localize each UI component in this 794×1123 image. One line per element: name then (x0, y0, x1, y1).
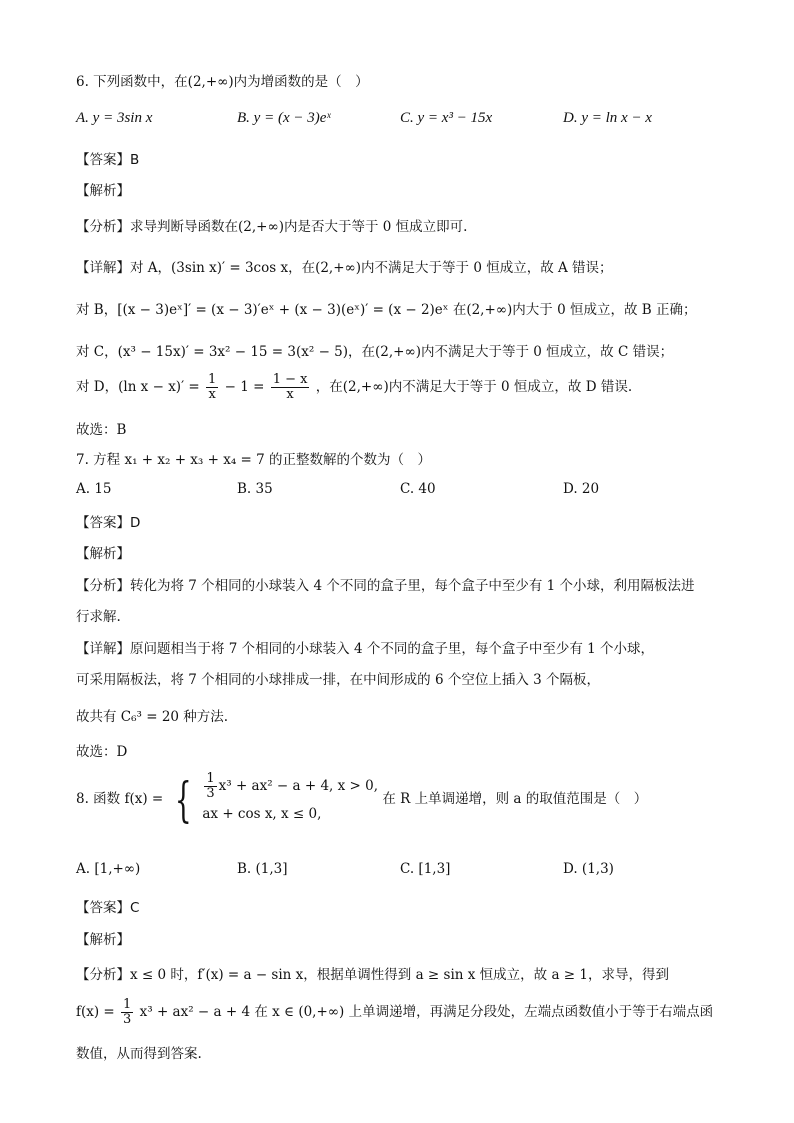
q8-option-b: B. (1,3] (237, 861, 288, 877)
q8-fenxi-1: 【分析】x ≤ 0 时，f′(x) = a − sin x，根据单调性得到 a ≥ sin x 恒成立，故 a ≥ 1，求导，得到 (76, 967, 669, 983)
q8-piecewise-cases (202, 772, 378, 827)
q6-option-b: B. y = (x − 3)eˣ (237, 110, 331, 126)
fraction-numerator: 1 (123, 997, 132, 1012)
q8-piece-1-text: x³ + ax² − a + 4, x > 0, (218, 778, 379, 794)
q6-option-c: C. y = x³ − 15x (400, 110, 493, 126)
fraction-numerator: 1 (208, 372, 217, 387)
q8-fenxi-3: 数值，从而得到答案. (76, 1046, 202, 1062)
q6-fenxi: 【分析】求导判断导函数在(2,+∞)内是否大于等于 0 恒成立即可. (76, 219, 468, 235)
q8-piece-1-fraction (204, 772, 216, 801)
q6-detail-1: 【详解】对 A，(3sin x)′ = 3cos x，在(2,+∞)内不满足大于等于 0 恒成立，故 A 错误； (76, 260, 613, 276)
q6-detail-4 (76, 373, 632, 402)
q8-piece-1 (202, 772, 378, 801)
q8-fenxi-2 (76, 998, 713, 1027)
q7-detail-1: 【详解】原问题相当于将 7 个相同的小球装入 4 个不同的盒子里，每个盒子中至少有 1 个小球， (76, 641, 655, 657)
q7-option-c: C. 40 (400, 481, 436, 497)
q8-fenxi-2-pre: f(x) = (76, 1004, 115, 1020)
q7-option-d: D. 20 (563, 481, 600, 497)
q8-option-a: A. [1,+∞) (76, 861, 141, 877)
q8-stem-pre: 8. 函数 f(x) = (76, 791, 164, 807)
q6-choose: 故选：B (76, 422, 127, 438)
q8-fenxi-2-fraction (121, 998, 133, 1027)
q8-analysis-label: 【解析】 (76, 932, 130, 948)
q8-answer: 【答案】C (76, 900, 140, 916)
q6-detail-4-fraction-2 (271, 373, 310, 402)
q7-fenxi-1: 【分析】转化为将 7 个相同的小球装入 4 个不同的盒子里，每个盒子中至少有 1 个小球，利用隔板法进 (76, 578, 695, 594)
q8-stem (76, 772, 647, 827)
q6-detail-4-post: ，在(2,+∞)内不满足大于等于 0 恒成立，故 D 错误. (315, 379, 633, 395)
fraction-denominator: 3 (206, 786, 215, 801)
fraction-denominator: x (286, 387, 294, 402)
q7-detail-3: 故共有 C₆³ = 20 种方法. (76, 709, 229, 725)
q7-option-b: B. 35 (237, 481, 273, 497)
fraction-denominator: 3 (123, 1012, 132, 1027)
q6-answer: 【答案】B (76, 152, 140, 168)
q6-detail-4-mid: − 1 = (224, 379, 265, 395)
q7-choose: 故选：D (76, 744, 128, 760)
q6-detail-4-fraction-1 (206, 373, 218, 402)
q6-option-d: D. y = ln x − x (563, 110, 652, 126)
fraction-numerator: 1 − x (272, 372, 308, 387)
q6-detail-3: 对 C，(x³ − 15x)′ = 3x² − 15 = 3(x² − 5)，在(2,+∞)内不满足大于等于 0 恒成立，故 C 错误； (76, 344, 674, 360)
q8-option-c: C. [1,3] (400, 861, 451, 877)
q7-stem: 7. 方程 x₁ + x₂ + x₃ + x₄ = 7 的正整数解的个数为（ ） (76, 452, 432, 468)
q7-detail-2: 可采用隔板法，将 7 个相同的小球排成一排，在中间形成的 6 个空位上插入 3 个隔板， (76, 672, 601, 688)
q7-fenxi-2: 行求解. (76, 609, 121, 625)
q8-fenxi-2-post: x³ + ax² − a + 4 在 x ∈ (0,+∞) 上单调递增，再满足分段处，左端点函数值小于等于右端点函 (139, 1004, 714, 1020)
left-brace: { (174, 771, 192, 828)
q6-detail-2: 对 B，[(x − 3)eˣ]′ = (x − 3)′eˣ + (x − 3)(eˣ)′ = (x − 2)eˣ 在(2,+∞)内大于 0 恒成立，故 B 正确； (76, 302, 697, 318)
q6-option-a: A. y = 3sin x (76, 110, 153, 126)
q8-piece-2: ax + cos x, x ≤ 0, (202, 806, 322, 822)
fraction-denominator: x (208, 387, 216, 402)
q7-answer: 【答案】D (76, 515, 141, 531)
q6-stem: 6. 下列函数中，在(2,+∞)内为增函数的是（ ） (76, 74, 369, 90)
fraction-numerator: 1 (206, 771, 215, 786)
q6-detail-4-pre: 对 D，(ln x − x)′ = (76, 379, 200, 395)
q8-stem-post: 在 R 上单调递增，则 a 的取值范围是（ ） (382, 791, 648, 807)
q7-option-a: A. 15 (76, 481, 112, 497)
q6-analysis-label: 【解析】 (76, 183, 130, 199)
q7-analysis-label: 【解析】 (76, 546, 130, 562)
q8-option-d: D. (1,3) (563, 861, 614, 877)
